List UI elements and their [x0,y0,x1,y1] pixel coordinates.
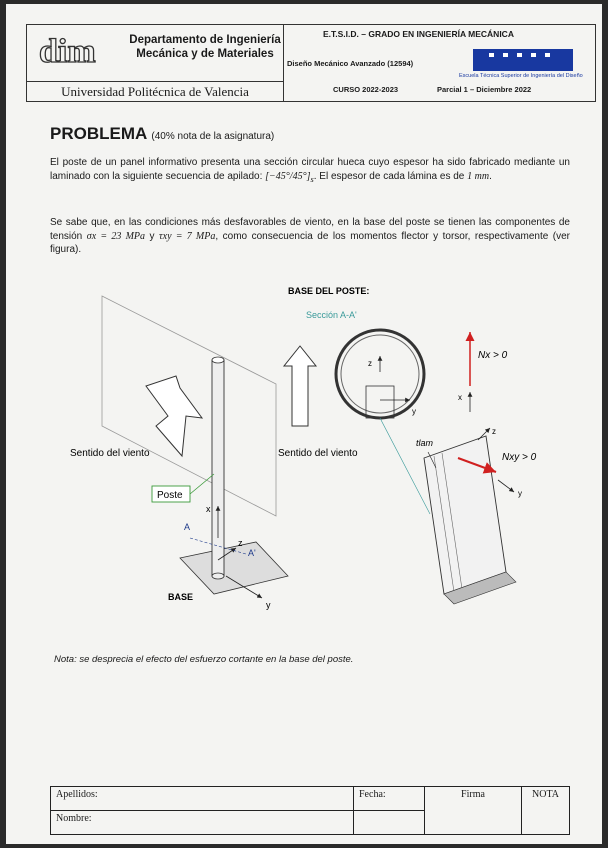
problem-paragraph-1: El poste de un panel informativo presenta una sección circular hueca cuyo espesor ha sido fabricado mediante un laminado con la siguiente secuencia de apilado: $[-45^\circ/45^\circ]_s$. El espesor de cada lámina es de 1 mm. [50,157,570,184]
section-label-a: A [184,522,191,532]
axis-z-label-laminate: z [492,427,496,436]
p1-text-a: El poste de un panel informativo presenta una sección circular hueca cuyo espesor ha sido fabricado mediante un laminado con la siguiente secuencia de apilado: [50,157,570,182]
axis-y-label-left: y [266,600,271,610]
axis-x-label-laminate: x [458,393,462,402]
base-del-poste-label: BASE DEL POSTE: [288,286,370,296]
firma-field[interactable]: Firma [425,787,522,835]
logo-lettering: dim [39,33,96,69]
post-bottom [212,573,224,579]
course-block [283,25,595,101]
section-label-a-prime: A' [248,548,256,558]
apellidos-field[interactable]: Apellidos: [51,787,354,811]
university-name: Universidad Politécnica de Valencia [27,81,283,102]
academic-year: CURSO 2022-2023 [333,85,399,94]
left-diagram [70,296,288,610]
nx-label: Nx > 0 [478,350,508,361]
problem-figure [46,276,576,646]
p1-text-b: . El espesor de cada lámina es de [313,170,465,182]
post [212,360,224,576]
department-name: Departamento de Ingeniería Mecánica y de Materiales [129,34,281,60]
hollow-section-inner [341,335,419,413]
problem-note: Nota: se desprecia el efecto del esfuerzo cortante en la base del poste. [54,654,354,665]
p2-conj: y [149,230,155,242]
wind-arrow-right-icon [284,346,316,426]
p2-text-b: , como consecuencia de los momentos flector y torsor, respectivamente (ver figura). [50,230,571,255]
wind-arrow-left-icon [146,376,202,456]
fecha-blank [354,811,425,835]
problem-weight: (40% nota de la asignatura) [151,131,275,142]
student-id-form [50,786,570,835]
sigma-x-value: σx = 23 MPa [86,230,146,242]
tau-xy-value: τxy = 7 MPa [159,230,216,242]
exam-header [26,24,596,102]
wind-label-left: Sentido del viento [70,448,150,459]
stacking-sequence: [−45°/45°] [265,170,311,182]
nota-field: NOTA [522,787,570,835]
exam-sheet [6,4,602,844]
poste-leader-line [190,474,214,494]
hollow-section-outer [336,330,424,418]
school-name: Escuela Técnica Superior de Ingeniería del Diseño [459,73,583,79]
problem-title [50,124,274,144]
problem-heading: PROBLEMA [50,124,147,143]
ply-thickness: 1 mm [467,170,490,182]
department-block [27,25,284,101]
nombre-field[interactable]: Nombre: [51,811,354,835]
problem-paragraph-2 [50,216,570,257]
axis-y-label-laminate: y [518,489,522,498]
course-name: Diseño Mecánico Avanzado (12594) [287,59,414,68]
department-logo-icon [35,31,125,69]
school-degree-line: E.T.S.I.D. – GRADO EN INGENIERÍA MECÁNICA [323,29,514,39]
nxy-label: Nxy > 0 [502,452,537,463]
axis-y-label-section: y [412,407,416,416]
axis-y-laminate [498,480,514,492]
axis-x-label-left: x [206,504,211,514]
p2-text-a: Se sabe que, en las condiciones más desfavorables de viento, en la base del poste se tienen las componentes de tensión [50,217,570,242]
exam-label: Parcial 1 – Diciembre 2022 [437,85,532,94]
axis-z-label-section: z [368,359,372,368]
school-logo-icon [473,49,573,71]
post-top [212,357,224,363]
tlam-label: tlam [416,438,434,448]
axis-z-label-left: z [238,538,243,548]
poste-label: Poste [157,490,183,501]
detail-leader-line [380,418,430,514]
fecha-field[interactable]: Fecha: [354,787,425,811]
wind-label-right: Sentido del viento [278,448,358,459]
section-label: Sección A-A' [306,310,357,320]
stacking-sub: s [310,174,314,184]
right-diagram [278,286,537,604]
base-label: BASE [168,592,194,602]
